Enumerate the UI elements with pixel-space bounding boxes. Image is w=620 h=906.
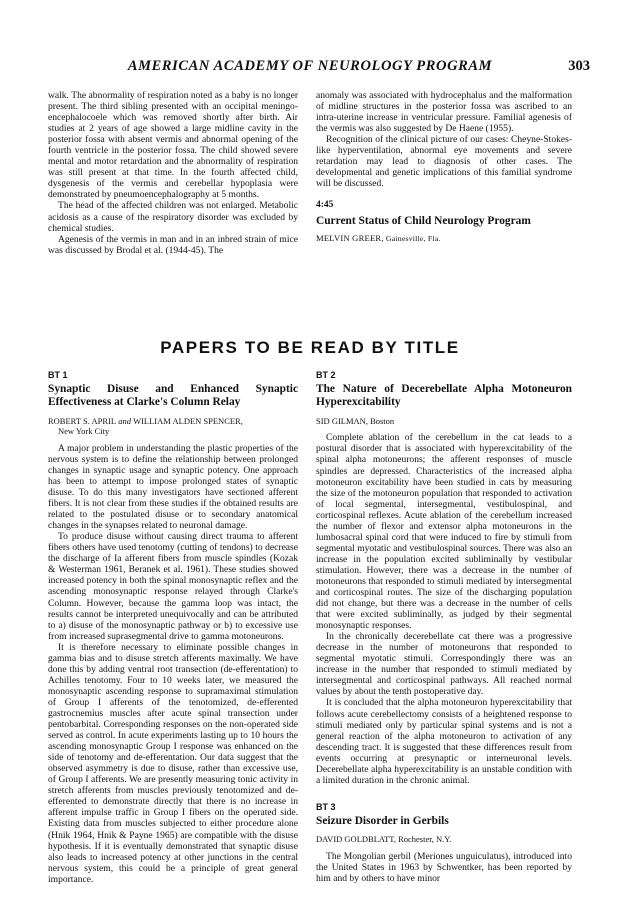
paragraph: It is therefore necessary to eliminate possible changes in gamma bias and to disuse stretch afferents maximally. We have done this by adding ventral root transection (de-efferentation) to Achilles tenotomy. Four to 10 weeks later, we measured the monosynaptic ascending response to supramaximal stimulation of Group I afferents of the tenotomized, de-efferented gastrocnemius muscles after acute spinal transection under pentobarbital. Corresponding responses on the non-operated side served as control. In acute experiments lasting up to 10 hours the ascending monosynaptic Group I response was enhanced on the side of tenotomy and de-efferentation. Our data suggest that the observed asymmetry is due to disuse, rather than excessive use, of Group I afferents. We are presently measuring tonic activity in stretch afferents from muscles previously tenotomized and de-efferented to demonstrate directly that there is no increase in afferent impulse traffic in Group I fibers on the operated side. Existing data from muscles subjected to either procedure alone (Hnik 1964, Hnik & Payne 1965) are compatible with the disuse hypothesis. If it is eventually demonstrated that synaptic disuse also leads to increased potency at other junctions in the central nervous system, this could be a principle of great general importance.	[48, 641, 298, 885]
paragraph: Agenesis of the vermis in man and in an inbred strain of mice was discussed by Brodal et al. (1944-45). The	[48, 233, 298, 256]
author-name: ROBERT S. APRIL	[48, 415, 117, 426]
running-header	[30, 58, 590, 80]
bt2-title: The Nature of Decerebellate Alpha Motoneuron Hyperexcitability	[316, 383, 572, 409]
author-name: WILLIAM ALDEN SPENCER,	[133, 415, 243, 426]
paragraph: A major problem in understanding the plastic properties of the nervous system is to define the relationship between prolonged changes in synaptic usage and synaptic potency. One approach has been to attempt to impose prolonged states of synaptic disuse. To do this many investigators have sectioned afferent fibers. It is not clear from these studies if the obtained results are related to the postulated disuse or to secondary anatomical changes in the synapses related to neuronal damage.	[48, 442, 298, 532]
paragraph: The head of the affected children was not enlarged. Metabolic acidosis as a cause of the respiratory disorder was excluded by chemical studies.	[48, 200, 298, 234]
bt1-label: BT 1	[48, 370, 68, 380]
bt2-label: BT 2	[316, 370, 336, 380]
paragraph: It is concluded that the alpha motoneuron hyperexcitability that follows acute cerebellectomy consists of a heightened response to stimuli mediated only by particular spinal systems and is not a general reaction of the alpha motoneuron to activation of any descending tract. It is suggested that these differences result from events occurring at presynaptic or interneuronal levels. Decerebellate alpha hyperexcitability is an unstable condition with a limited duration in the chronic animal.	[316, 697, 572, 786]
bottom-right-column	[316, 366, 572, 884]
section-title: PAPERS TO BE READ BY TITLE	[160, 338, 460, 357]
bt1-title: Synaptic Disuse and Enhanced Synaptic Effectiveness at Clarke's Column Relay	[48, 383, 298, 409]
paragraph: To produce disuse without causing direct trauma to afferent fibers others have used tenotomy (cutting of tendons) to decrease the discharge of Ia afferent fibers from muscle spindles (Kozak & Westerman 1961, Beranek et al. 1961). These studies showed increased potency in both the spinal monosynaptic reflex and the ascending monosynaptic response relayed through Clarke's Column. However, because the gamma loop was intact, the results cannot be interpreted unequivocally and can be attributed to a) disuse of the monosynaptic pathway or b) to excessive use from increased suprasegmental drive to gamma motoneurons.	[48, 531, 298, 642]
author-name: DAVID GOLDBLATT,	[316, 834, 396, 845]
bottom-left-column	[48, 366, 298, 885]
bt3-label: BT 3	[316, 801, 336, 812]
author-name: MELVIN GREER,	[316, 233, 384, 244]
author-place: Boston	[370, 415, 395, 426]
author-conjunction: and	[118, 415, 131, 426]
top-right-column	[316, 90, 572, 245]
paragraph: Complete ablation of the cerebellum in the cat leads to a postural disorder that is associated with hyperexcitability of the spinal alpha motoneurons; the afferent responses of muscle spindles are depressed. Characteristics of the increased alpha motoneuron excitability have been studied in cats by measuring the size of the motoneuron population that responded to activation of local segmental, intersegmental, vestibulospinal, and corticospinal reflexes. Acute ablation of the cerebellum increased the number of flexor and extensor alpha motoneurons in the lumbosacral spinal cord that were induced to fire by stimuli from segmental myotatic and vestibulospinal sources. There was also an increase in the population excited subliminally by vestibular stimulation. However, there was a decrease in the number of motoneurons that responded to stimuli mediated by intersegmental and corticospinal routes. The size of the discharging population did not change, but there was a decrease in the number of cells that were excited subliminally, as judged by their segmental monosynaptic responses.	[316, 432, 572, 632]
journal-running-title: AMERICAN ACADEMY OF NEUROLOGY PROGRAM	[127, 58, 493, 74]
bt2-author	[316, 416, 572, 427]
bt1-authors	[48, 416, 298, 437]
paragraph: In the chronically decerebellate cat there was a progressive decrease in the number of motoneurons that responded to segmental myotatic stimuli. Correspondingly there was an increase in the number that responded to stimuli mediated by intersegmental and corticospinal pathways. All reached normal values by about the tenth postoperative day.	[316, 631, 572, 698]
author-name: SID GILMAN,	[316, 415, 368, 426]
paragraph: walk. The abnormality of respiration noted as a baby is no longer present. The third sibling presented with an occipital meningo-encephalocoele which was removed shortly after birth. Air studies at 2 years of age showed a large midline cavity in the posterior fossa with absent vermis and abnormal opening of the fourth ventricle in the posterior fossa. The child showed severe mental and motor retardation and the abnormality of respiration was still present at that time. In the fourth affected child, dysgenesis of the vermis and cerebellar hypoplasia were demonstrated by pneumoencephalography at 5 months.	[48, 90, 298, 201]
author-place: Rochester, N.Y.	[398, 834, 452, 845]
paragraph: Recognition of the clinical picture of our cases: Cheyne-Stokes-like hyperventilation, abnormal eye movements and severe retardation may lead to diagnosis of other cases. The developmental and genetic implications of this familial syndrome will be discussed.	[316, 134, 572, 190]
page-number: 303	[568, 58, 590, 74]
bt3-title: Seizure Disorder in Gerbils	[316, 814, 449, 827]
paragraph: anomaly was associated with hydrocephalus and the malformation of midline structures in the posterior fossa was ascribed to an intra-uterine increase in ventricular pressure. Familial agenesis of the vermis was also suggested by De Haene (1955).	[316, 90, 572, 135]
paragraph: The Mongolian gerbil (Meriones unguiculatus), introduced into the United States in 1963 by Schwentker, has been reported by him and by others to have minor	[316, 850, 572, 884]
author-place: New York City	[58, 426, 110, 437]
session-author	[316, 233, 572, 244]
session-time: 4:45	[316, 200, 334, 211]
bt3-author	[316, 834, 572, 845]
session-title: Current Status of Child Neurology Program	[316, 215, 531, 228]
author-place: Gainesville, Fla.	[385, 234, 441, 244]
top-left-column	[48, 90, 298, 256]
